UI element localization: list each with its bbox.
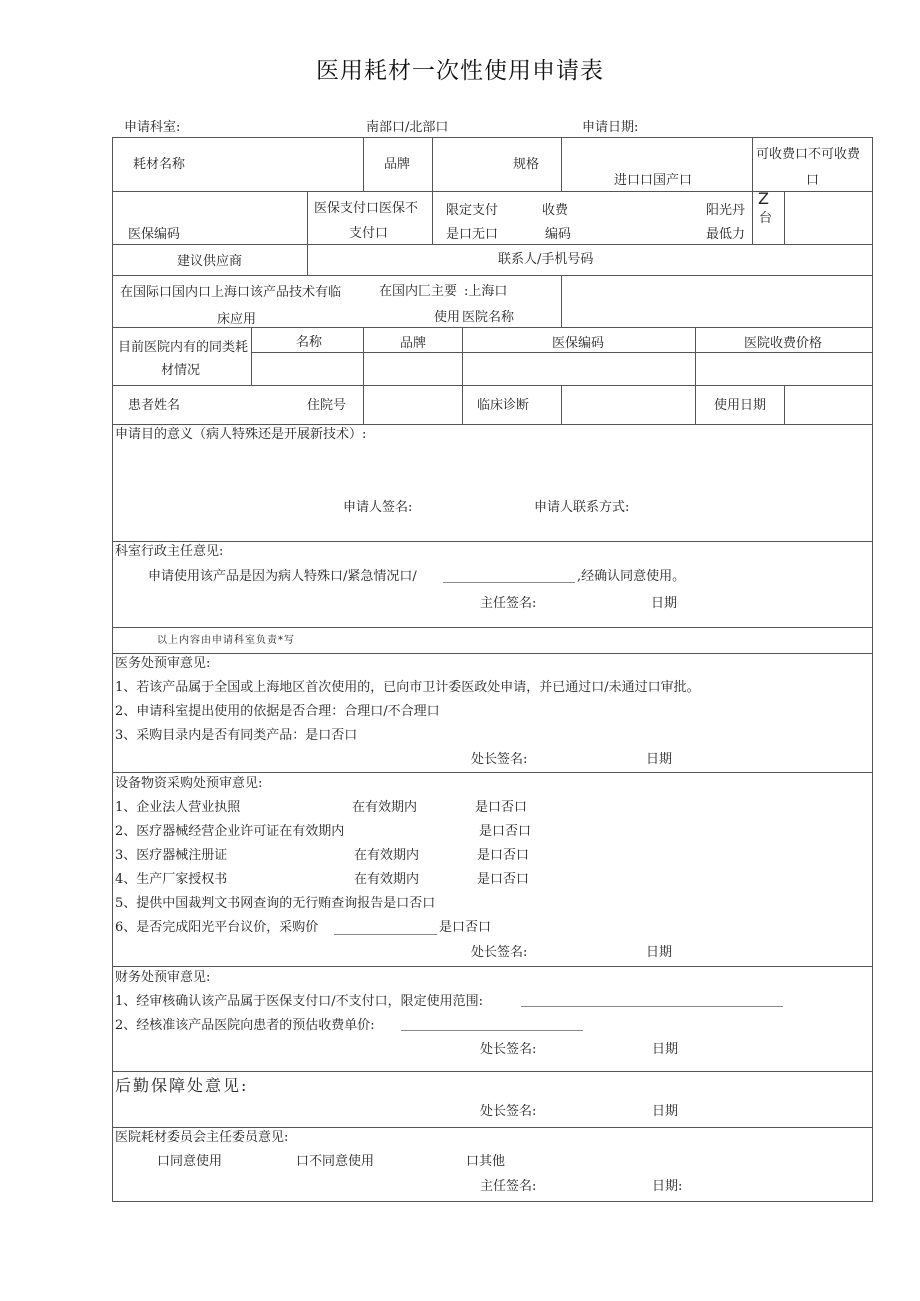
insurance-pay-choice[interactable]: 医保支付口医保不	[314, 201, 419, 216]
sunshine-price-label-end: 最低力	[706, 227, 746, 242]
sunshine-price-label: 阳光丹	[706, 203, 746, 218]
insurance-pay-choice-end[interactable]: 支付口	[349, 226, 389, 241]
hospital-name-label: 医院名称	[462, 310, 515, 325]
spec-label: 规格	[513, 157, 540, 172]
platform-label: 台	[759, 211, 773, 226]
medical-opinion-label: 医务处预审意见:	[115, 656, 211, 671]
medical-date-label: 日期	[646, 752, 673, 767]
finance-sign-label: 处长签名:	[480, 1042, 537, 1057]
equipment-item-1-valid: 在有效期内	[352, 800, 418, 815]
form-title: 医用耗材一次性使用申请表	[316, 58, 604, 84]
insurance-code-label: 医保编码	[128, 227, 181, 242]
committee-reject-option[interactable]: 口不同意使用	[296, 1154, 375, 1169]
charge-code-label: 收费	[542, 203, 569, 218]
equipment-date-label: 日期	[646, 945, 673, 960]
director-opinion-label: 科室行政主任意见:	[115, 544, 224, 559]
logistics-sign-label: 处长签名:	[480, 1104, 537, 1119]
responsibility-note: 以上内容由申请科室负责*写	[157, 635, 295, 646]
logistics-date-label: 日期	[652, 1104, 679, 1119]
contact-phone-label: 联系人/手机号码	[498, 252, 594, 267]
equipment-item-3-check[interactable]: 是口否口	[477, 848, 530, 863]
equipment-item-4: 4、生产厂家授权书	[115, 872, 228, 887]
equipment-sign-label: 处长签名:	[471, 945, 528, 960]
use-date-label: 使用日期	[714, 398, 767, 413]
committee-other-option[interactable]: 口其他	[466, 1154, 506, 1169]
fee-choice-box[interactable]: 口	[806, 173, 820, 188]
committee-opinion-label: 医院耗材委员会主任委员意见:	[115, 1130, 289, 1145]
finance-date-label: 日期	[652, 1042, 679, 1057]
equipment-item-1: 1、企业法人营业执照	[115, 800, 241, 815]
dept-label: 申请科室:	[124, 120, 181, 135]
domestic-main-label: 在国内匚主要	[379, 284, 458, 299]
committee-date-label: 日期:	[652, 1179, 683, 1194]
fee-choice[interactable]: 可收费口不可收费	[756, 147, 861, 162]
medical-item-1[interactable]: 1、若该产品属于全国或上海地区首次使用的，已向市卫计委医政处申请，并已通过口/未通过口审批。	[115, 680, 700, 695]
origin-choice[interactable]: 进口口国产口	[614, 173, 693, 188]
director-reason-choice[interactable]: 申请使用该产品是因为病人特殊口/紧急情况口/	[148, 569, 417, 584]
equipment-item-1-check[interactable]: 是口否口	[475, 800, 528, 815]
material-name-label: 耗材名称	[133, 157, 186, 172]
finance-opinion-label: 财务处预审意见:	[115, 970, 211, 985]
medical-sign-label: 处长签名:	[471, 752, 528, 767]
equipment-item-3: 3、医疗器械注册证	[115, 848, 228, 863]
shanghai-choice[interactable]: :上海口	[464, 284, 508, 299]
applicant-sign-label: 申请人签名:	[343, 500, 413, 515]
director-reason-blank[interactable]	[443, 582, 575, 583]
brand-label: 品牌	[384, 157, 411, 172]
application-scope-choice[interactable]: 在国际口国内口上海口该产品技术有临	[120, 285, 342, 300]
committee-sign-label: 主任签名:	[480, 1179, 537, 1194]
committee-approve-option[interactable]: 口同意使用	[157, 1154, 223, 1169]
apply-date-label: 申请日期:	[582, 120, 639, 135]
medical-item-2[interactable]: 2、申请科室提出使用的依据是否合理：合理口/不合理口	[115, 704, 440, 719]
medical-item-3[interactable]: 3、采购目录内是否有同类产品：是口否口	[115, 728, 358, 743]
equipment-item-4-valid: 在有效期内	[354, 872, 420, 887]
patient-name-label: 患者姓名	[128, 398, 181, 413]
finance-item-1[interactable]: 1、经审核确认该产品属于医保支付口/不支付口，限定使用范围:	[115, 994, 484, 1009]
similar-materials-label: 目前医院内有的同类耗	[118, 340, 249, 355]
equipment-opinion-label: 设备物资采购处预审意见:	[115, 776, 263, 791]
similar-materials-label-end: 材情况	[161, 363, 201, 378]
equipment-item-4-check[interactable]: 是口否口	[477, 872, 530, 887]
campus-choice[interactable]: 南部口/北部口	[366, 120, 449, 135]
purpose-label: 申请目的意义（病人特殊还是开展新技术）:	[115, 427, 367, 442]
applicant-contact-label: 申请人联系方式:	[534, 500, 630, 515]
application-scope-end: 床应用	[217, 312, 257, 327]
equipment-item-2: 2、医疗器械经营企业许可证在有效期内	[115, 824, 345, 839]
similar-price-header: 医院收费价格	[744, 336, 823, 351]
equipment-item-6: 6、是否完成阳光平台议价，采购价	[115, 920, 319, 935]
purchase-price-blank[interactable]	[334, 934, 437, 935]
logistics-opinion-label: 后勤保障处意见:	[115, 1076, 249, 1095]
finance-item-2: 2、经核准该产品医院向患者的预估收费单价:	[115, 1018, 375, 1033]
equipment-item-5[interactable]: 5、提供中国裁判文书网查询的无行贿查询报告是口否口	[115, 896, 436, 911]
equipment-item-2-check[interactable]: 是口否口	[479, 824, 532, 839]
similar-code-header: 医保编码	[552, 336, 605, 351]
charge-code-label-end: 编码	[545, 227, 572, 242]
estimated-price-blank[interactable]	[401, 1030, 583, 1031]
limit-pay-choice[interactable]: 是口无口	[446, 227, 499, 242]
limit-pay-label: 限定支付	[446, 203, 499, 218]
domestic-use-label: 使用	[434, 310, 461, 325]
similar-name-header: 名称	[296, 335, 323, 350]
equipment-item-3-valid: 在有效期内	[354, 848, 420, 863]
director-date-label: 日期	[651, 596, 678, 611]
director-confirm-text: ,经确认同意使用。	[577, 569, 686, 584]
equipment-item-6-check[interactable]: 是口否口	[439, 920, 492, 935]
supplier-label: 建议供应商	[177, 254, 243, 269]
z-mark: Z	[758, 189, 769, 208]
similar-brand-header: 品牌	[400, 336, 427, 351]
usage-scope-blank[interactable]	[521, 1006, 783, 1007]
inpatient-no-label: 住院号	[307, 398, 347, 413]
diagnosis-label: 临床诊断	[477, 398, 530, 413]
director-sign-label: 主任签名:	[480, 596, 537, 611]
